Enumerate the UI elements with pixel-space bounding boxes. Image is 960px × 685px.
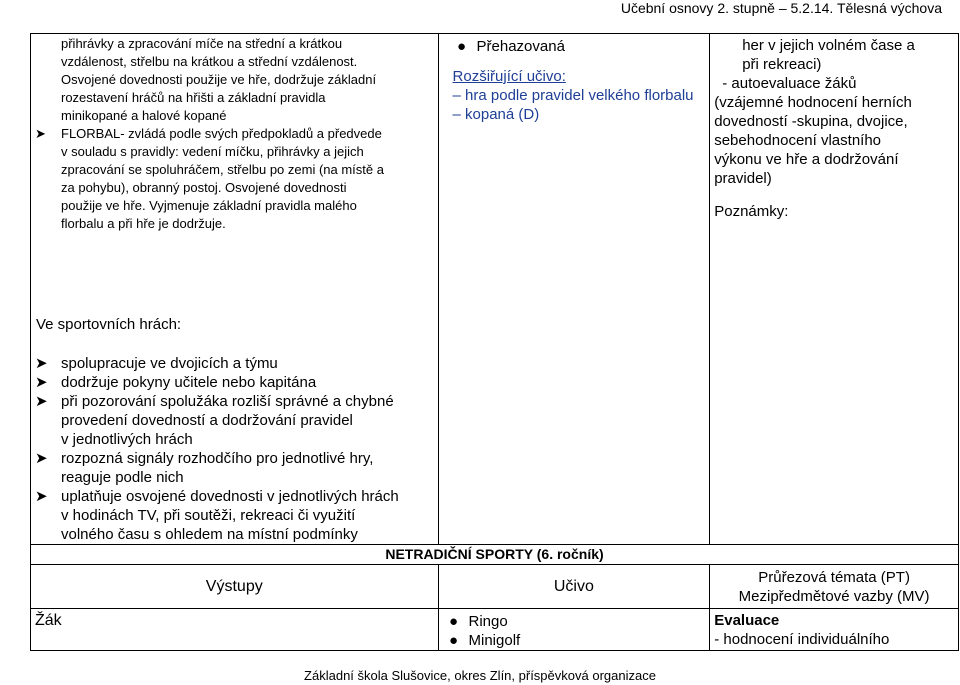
content-header: Učivo bbox=[438, 565, 710, 609]
outputs-header: Výstupy bbox=[31, 565, 439, 609]
document-footer: Základní škola Slušovice, okres Zlín, příspěvková organizace bbox=[304, 668, 656, 683]
outputs-cell bbox=[31, 34, 439, 545]
extension-heading: Rozšiřující učivo: bbox=[452, 68, 566, 85]
content-list-cell bbox=[438, 609, 710, 651]
arrow-bullet-icon: ➤ bbox=[35, 126, 46, 141]
sports-list bbox=[31, 334, 438, 544]
cross-topics-header: Průřezová témata (PT) Mezipředmětové vazby (MV) bbox=[710, 565, 959, 609]
evaluation-cell-bottom: Evaluace - hodnocení individuálního bbox=[710, 609, 959, 651]
content-item: ● Minigolf bbox=[439, 631, 710, 650]
florbal-line: v souladu s pravidly: vedení míčku, přihrávky a jejich bbox=[61, 144, 364, 159]
florbal-line: použije ve hře. Vyjmenuje základní pravidla malého bbox=[61, 198, 357, 213]
florbal-line: za pohybu), obranný postoj. Osvojené dovednosti bbox=[61, 180, 347, 195]
arrow-bullet-icon: ➤ bbox=[35, 393, 48, 410]
florbal-line: FLORBAL- zvládá podle svých předpokladů a předvede bbox=[61, 126, 382, 141]
arrow-bullet-icon: ➤ bbox=[35, 488, 48, 505]
pupil-cell: Žák bbox=[31, 609, 439, 651]
florbal-line: florbalu a při hře je dodržuje. bbox=[61, 216, 226, 231]
content-cell bbox=[438, 34, 710, 545]
document-header: Učební osnovy 2. stupně – 5.2.14. Tělesná výchova bbox=[620, 0, 942, 16]
prehazovana-item: ● Přehazovaná bbox=[439, 34, 710, 56]
arrow-bullet-icon: ➤ bbox=[35, 374, 48, 391]
florbal-line: zpracování se spoluhráčem, střelbu po zemi (na místě a bbox=[61, 162, 384, 177]
intro-line: Osvojené dovednosti použije ve hře, dodržuje základní bbox=[61, 72, 377, 87]
section-title: NETRADIČNÍ SPORTY (6. ročník) bbox=[385, 546, 604, 562]
bullet-dot-icon: ● bbox=[448, 632, 459, 649]
intro-line: rozestavení hráčů na hřišti a základní pravidla bbox=[61, 90, 326, 105]
arrow-bullet-icon: ➤ bbox=[35, 355, 48, 372]
notes-label: Poznámky: bbox=[714, 203, 789, 220]
sports-list-item: ➤ dodržuje pokyny učitele nebo kapitána bbox=[35, 374, 317, 391]
sports-list-item: ➤ rozpozná signály rozhodčího pro jednotlivé hry, reaguje podle nich bbox=[35, 450, 374, 486]
evaluation-block: her v jejich volném čase a při rekreaci) - autoevaluace žáků (vzájemné hodnocení herních dovedností -skupina, dvojice, sebehodnocení vlastního výkonu ve hře a dodržování pravidel) Poznámky: bbox=[710, 34, 958, 221]
intro-line: minikopané a halové kopané bbox=[61, 108, 227, 123]
bullet-dot-icon: ● bbox=[456, 38, 467, 55]
extension-list bbox=[439, 86, 710, 124]
sports-list-item: ➤ při pozorování spolužáka rozliší správné a chybné provedení dovedností a dodržování pravidel v jednotlivých hrách bbox=[35, 393, 394, 448]
sports-list-item: ➤ spolupracuje ve dvojicích a týmu bbox=[35, 355, 278, 372]
content-item: ● Ringo bbox=[439, 612, 710, 631]
florbal-block bbox=[31, 125, 438, 233]
bullet-dot-icon: ● bbox=[448, 613, 459, 630]
sports-heading: Ve sportovních hrách: bbox=[36, 316, 182, 333]
extension-item: – kopaná (D) bbox=[452, 106, 540, 123]
intro-line: vzdálenost, střelbu na krátkou a střední vzdálenost. bbox=[61, 54, 358, 69]
sports-list-item: ➤ uplatňuje osvojené dovednosti v jednotlivých hrách v hodinách TV, při soutěži, rekreaci či využití volného času s ohledem na místní podmínky bbox=[35, 488, 399, 543]
section-title-cell bbox=[31, 545, 959, 565]
intro-line: přihrávky a zpracování míče na střední a krátkou bbox=[61, 36, 343, 51]
curriculum-table bbox=[30, 33, 959, 651]
intro-block bbox=[31, 34, 438, 125]
evaluation-cell bbox=[710, 34, 959, 545]
extension-item: – hra podle pravidel velkého florbalu bbox=[452, 87, 694, 104]
arrow-bullet-icon: ➤ bbox=[35, 450, 48, 467]
